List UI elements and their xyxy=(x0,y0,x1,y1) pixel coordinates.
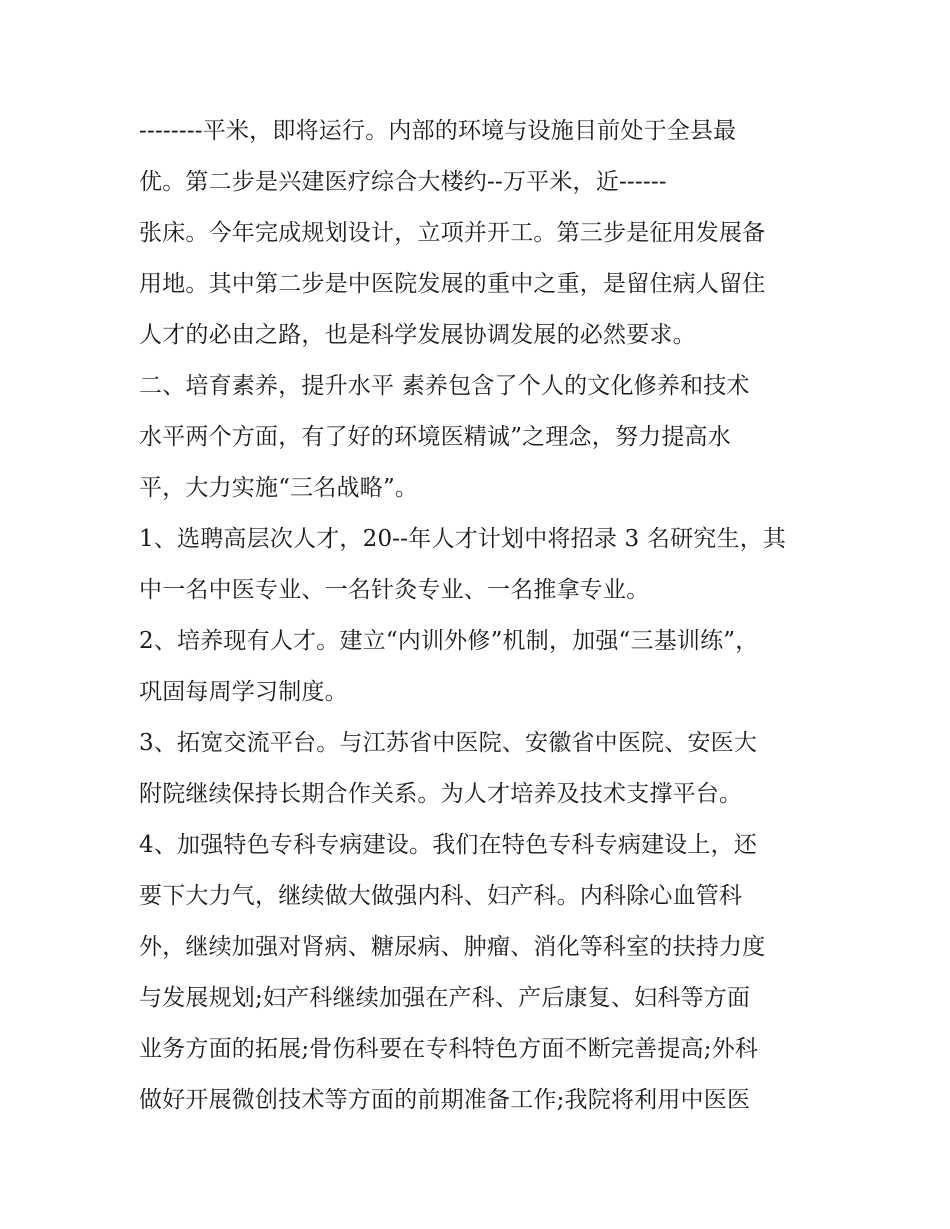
text-line-10: 中一名中医专业、一名针灸专业、一名推拿专业。 xyxy=(139,577,650,603)
text-line-11: 2、培养现有人才。建立“内训外修”机制，加强“三基训练”， xyxy=(139,628,759,654)
text-line-18: 与发展规划;妇产科继续加强在产科、产后康复、妇科等方面 xyxy=(139,985,751,1011)
text-line-1: --------平米，即将运行。内部的环境与设施目前处于全县最 xyxy=(139,118,737,144)
text-line-4: 用地。其中第二步是中医院发展的重中之重，是留住病人留住 xyxy=(139,271,766,297)
text-line-2: 优。第二步是兴建医疗综合大楼约--万平米，近------ xyxy=(139,169,667,195)
text-line-20: 做好开展微创技术等方面的前期准备工作;我院将利用中医医 xyxy=(139,1087,751,1113)
document-body xyxy=(139,106,829,1126)
text-line-19: 业务方面的拓展;骨伤科要在专科特色方面不断完善提高;外科 xyxy=(139,1036,759,1062)
text-line-9: 1、选聘高层次人才，20--年人才计划中将招录 3 名研究生，其 xyxy=(139,526,787,552)
text-line-8: 平，大力实施“三名战略”。 xyxy=(139,475,419,501)
text-line-6: 二、培育素养，提升水平 素养包含了个人的文化修养和技术 xyxy=(139,373,750,399)
text-line-3: 张床。今年完成规划设计，立项并开工。第三步是征用发展备 xyxy=(139,220,766,246)
text-line-12: 巩固每周学习制度。 xyxy=(139,679,348,705)
text-line-7: 水平两个方面，有了好的环境医精诚”之理念，努力提高水 xyxy=(139,424,731,450)
text-line-17: 外，继续加强对肾病、糖尿病、肿瘤、消化等科室的扶持力度 xyxy=(139,934,766,960)
text-line-14: 附院继续保持长期合作关系。为人才培养及技术支撑平台。 xyxy=(139,781,743,807)
text-line-15: 4、加强特色专科专病建设。我们在特色专科专病建设上，还 xyxy=(139,832,758,858)
text-line-5: 人才的必由之路，也是科学发展协调发展的必然要求。 xyxy=(139,322,696,348)
text-line-16: 要下大力气，继续做大做强内科、妇产科。内科除心血管科 xyxy=(139,883,743,909)
text-line-13: 3、拓宽交流平台。与江苏省中医院、安徽省中医院、安医大 xyxy=(139,730,758,756)
